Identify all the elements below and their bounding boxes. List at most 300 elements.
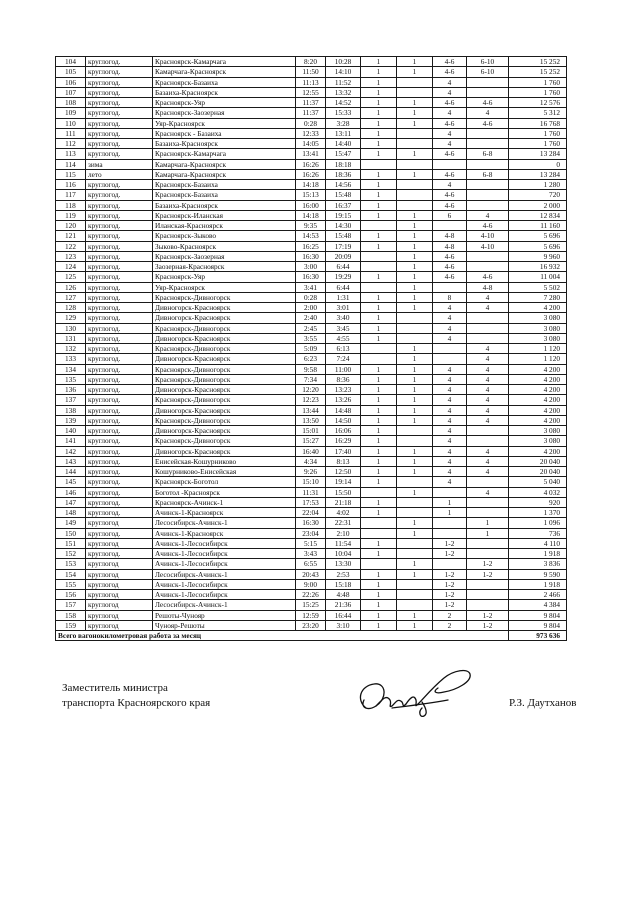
row-col-3: 4 [433,436,467,446]
row-col-2: 1 [397,374,433,384]
table-row [56,333,567,343]
row-route: Кошурниково-Енисейская [153,467,296,477]
row-wagon-km: 13 284 [509,149,567,159]
row-departure-time: 0:28 [296,292,326,302]
table-body [56,57,567,631]
row-route: Дивногорск-Красноярск [153,354,296,364]
row-route: Красноярск-Камарчага [153,57,296,67]
table-row [56,149,567,159]
row-number: 132 [56,344,86,354]
row-route: Красноярск-Дивногорск [153,344,296,354]
table-row [56,210,567,220]
row-arrival-time: 3:45 [326,323,361,333]
row-departure-time: 14:53 [296,231,326,241]
row-departure-time: 16:30 [296,518,326,528]
row-col-4 [467,477,509,487]
row-route: Лесосибирск-Ачинск-1 [153,569,296,579]
row-col-3: 4-6 [433,190,467,200]
table-row [56,231,567,241]
row-col-1: 1 [361,292,397,302]
row-route: Дивногорск-Красноярск [153,446,296,456]
row-route: Красноярск-Ачинск-1 [153,497,296,507]
row-col-1: 1 [361,436,397,446]
row-col-4: 1-2 [467,559,509,569]
row-wagon-km: 9 804 [509,610,567,620]
row-number: 152 [56,549,86,559]
row-col-1: 1 [361,323,397,333]
row-col-2 [397,590,433,600]
table-row [56,579,567,589]
row-period: круглогод. [86,139,153,149]
row-arrival-time: 16:44 [326,610,361,620]
row-col-3: 4 [433,467,467,477]
row-arrival-time: 6:13 [326,344,361,354]
row-wagon-km: 9 960 [509,251,567,261]
row-number: 133 [56,354,86,364]
row-departure-time: 15:27 [296,436,326,446]
row-arrival-time: 15:18 [326,579,361,589]
row-arrival-time: 8:36 [326,374,361,384]
row-departure-time: 16:40 [296,446,326,456]
row-period: круглогод. [86,456,153,466]
row-period: круглогод [86,579,153,589]
row-wagon-km: 16 768 [509,118,567,128]
row-period: круглогод [86,620,153,630]
table-row [56,251,567,261]
row-number: 107 [56,87,86,97]
row-period: круглогод. [86,221,153,231]
row-wagon-km: 9 804 [509,620,567,630]
row-route: Ачинск-1-Лесосибирск [153,590,296,600]
row-departure-time: 11:37 [296,108,326,118]
row-col-1: 1 [361,374,397,384]
row-wagon-km: 4 200 [509,405,567,415]
row-number: 134 [56,364,86,374]
row-departure-time: 16:30 [296,272,326,282]
row-departure-time: 9:35 [296,221,326,231]
row-col-4 [467,508,509,518]
row-number: 106 [56,77,86,87]
row-period: круглогод. [86,415,153,425]
row-col-1: 1 [361,210,397,220]
row-col-1: 1 [361,67,397,77]
row-period: круглогод. [86,313,153,323]
row-col-2: 1 [397,344,433,354]
row-arrival-time: 21:36 [326,600,361,610]
row-col-1: 1 [361,180,397,190]
row-col-2: 1 [397,405,433,415]
row-col-1: 1 [361,569,397,579]
row-col-1: 1 [361,364,397,374]
table-row [56,180,567,190]
row-route: Боготол -Красноярск [153,487,296,497]
row-number: 153 [56,559,86,569]
row-col-2: 1 [397,169,433,179]
row-period: круглогод. [86,262,153,272]
row-col-1: 1 [361,600,397,610]
row-wagon-km: 0 [509,159,567,169]
row-col-2 [397,180,433,190]
row-arrival-time: 20:09 [326,251,361,261]
row-col-3: 2 [433,610,467,620]
row-period: круглогод. [86,67,153,77]
row-col-4: 6-10 [467,57,509,67]
table-row [56,303,567,313]
row-number: 128 [56,303,86,313]
row-wagon-km: 3 836 [509,559,567,569]
row-route: Красноярск-Боготол [153,477,296,487]
row-col-4 [467,590,509,600]
row-route: Камарчага-Красноярск [153,67,296,77]
row-col-1: 1 [361,333,397,343]
row-col-3: 1-2 [433,569,467,579]
row-departure-time: 14:18 [296,210,326,220]
row-period: круглогод [86,559,153,569]
row-wagon-km: 2 466 [509,590,567,600]
row-period: круглогод [86,518,153,528]
row-col-3: 4-6 [433,169,467,179]
row-period: круглогод. [86,467,153,477]
row-period: круглогод. [86,405,153,415]
row-route: Красноярск-Дивногорск [153,436,296,446]
row-col-4: 6-8 [467,149,509,159]
row-number: 136 [56,385,86,395]
row-wagon-km: 4 200 [509,395,567,405]
row-period: круглогод [86,538,153,548]
row-col-2 [397,190,433,200]
row-route: Камарчага-Красноярск [153,169,296,179]
row-col-2 [397,600,433,610]
row-route: Дивногорск-Красноярск [153,426,296,436]
row-wagon-km: 1 096 [509,518,567,528]
row-wagon-km: 20 040 [509,456,567,466]
table-row [56,508,567,518]
row-departure-time: 11:13 [296,77,326,87]
row-period: круглогод. [86,385,153,395]
row-number: 120 [56,221,86,231]
row-col-2: 1 [397,57,433,67]
table-row [56,620,567,630]
row-wagon-km: 1 760 [509,128,567,138]
row-col-2: 1 [397,456,433,466]
row-arrival-time: 15:47 [326,149,361,159]
row-col-4: 4-6 [467,118,509,128]
row-number: 144 [56,467,86,477]
row-arrival-time: 4:02 [326,508,361,518]
row-route: Лесосибирск-Ачинск-1 [153,600,296,610]
row-col-3 [433,487,467,497]
row-col-4: 4-6 [467,98,509,108]
row-route: Красноярск-Иланская [153,210,296,220]
row-arrival-time: 11:00 [326,364,361,374]
row-col-3: 4 [433,395,467,405]
row-period: круглогод. [86,98,153,108]
row-wagon-km: 1 120 [509,344,567,354]
row-arrival-time: 3:28 [326,118,361,128]
table-row [56,518,567,528]
row-departure-time: 11:50 [296,67,326,77]
row-route: Красноярск-Дивногорск [153,415,296,425]
row-wagon-km: 1 760 [509,139,567,149]
row-col-3: 4-6 [433,57,467,67]
signer-name: Р.З. Даутханов [509,697,577,709]
row-departure-time: 9:00 [296,579,326,589]
row-arrival-time: 13:30 [326,559,361,569]
row-col-3: 4-6 [433,272,467,282]
row-col-4 [467,190,509,200]
row-wagon-km: 1 120 [509,354,567,364]
table-row [56,549,567,559]
row-number: 104 [56,57,86,67]
row-arrival-time: 16:37 [326,200,361,210]
row-period: круглогод [86,590,153,600]
row-col-2: 1 [397,149,433,159]
row-arrival-time: 14:48 [326,405,361,415]
row-departure-time: 3:55 [296,333,326,343]
row-number: 121 [56,231,86,241]
row-col-2: 1 [397,395,433,405]
table-row [56,415,567,425]
row-col-1: 1 [361,169,397,179]
row-departure-time: 13:44 [296,405,326,415]
table-row [56,374,567,384]
row-col-3: 4 [433,405,467,415]
row-number: 114 [56,159,86,169]
row-period: круглогод. [86,180,153,190]
row-number: 105 [56,67,86,77]
row-route: Красноярск - Базаиха [153,128,296,138]
row-col-3 [433,528,467,538]
row-arrival-time: 22:31 [326,518,361,528]
row-wagon-km: 4 110 [509,538,567,548]
row-number: 111 [56,128,86,138]
row-wagon-km: 1 918 [509,549,567,559]
row-col-3: 4 [433,139,467,149]
row-col-3: 4 [433,385,467,395]
row-col-3 [433,559,467,569]
row-col-3: 4 [433,87,467,97]
row-col-1 [361,159,397,169]
row-arrival-time: 13:26 [326,395,361,405]
row-departure-time: 3:41 [296,282,326,292]
row-wagon-km: 5 696 [509,241,567,251]
row-arrival-time: 19:15 [326,210,361,220]
row-period: круглогод. [86,241,153,251]
row-col-2: 1 [397,385,433,395]
row-col-3 [433,344,467,354]
row-route: Красноярск-Дивногорск [153,395,296,405]
row-col-2: 1 [397,354,433,364]
row-wagon-km: 1 760 [509,87,567,97]
row-col-3: 1 [433,508,467,518]
row-number: 117 [56,190,86,200]
row-col-4: 4 [467,303,509,313]
row-wagon-km: 5 502 [509,282,567,292]
row-period: лето [86,169,153,179]
row-col-1: 1 [361,231,397,241]
row-period: круглогод. [86,108,153,118]
row-departure-time: 16:30 [296,251,326,261]
row-col-1 [361,518,397,528]
table-row [56,262,567,272]
row-col-4: 4-6 [467,221,509,231]
table-row [56,241,567,251]
row-col-2: 1 [397,487,433,497]
row-col-4: 4-8 [467,282,509,292]
table-row [56,344,567,354]
total-value: 973 636 [509,631,567,641]
row-wagon-km: 3 080 [509,313,567,323]
row-number: 146 [56,487,86,497]
row-col-2: 1 [397,108,433,118]
row-col-2 [397,139,433,149]
row-col-4 [467,139,509,149]
row-col-3: 4 [433,374,467,384]
row-period: круглогод. [86,497,153,507]
row-arrival-time: 4:48 [326,590,361,600]
table-row [56,87,567,97]
row-wagon-km: 5 312 [509,108,567,118]
row-col-4: 4 [467,467,509,477]
row-departure-time: 7:34 [296,374,326,384]
row-arrival-time: 13:11 [326,128,361,138]
row-period: круглогод. [86,77,153,87]
row-arrival-time: 14:50 [326,415,361,425]
row-departure-time: 14:18 [296,180,326,190]
row-arrival-time: 14:10 [326,67,361,77]
row-route: Красноярск-Уяр [153,272,296,282]
row-col-1: 1 [361,118,397,128]
row-route: Красноярск-Зыково [153,231,296,241]
row-period: круглогод. [86,190,153,200]
row-arrival-time: 6:44 [326,282,361,292]
row-col-2: 1 [397,559,433,569]
row-col-3: 4 [433,364,467,374]
row-col-2: 1 [397,118,433,128]
row-wagon-km: 12 576 [509,98,567,108]
row-number: 131 [56,333,86,343]
row-col-2: 1 [397,231,433,241]
row-wagon-km: 4 200 [509,415,567,425]
table-row [56,528,567,538]
row-col-2: 1 [397,610,433,620]
table-row [56,57,567,67]
row-col-2: 1 [397,251,433,261]
row-col-4: 4 [467,446,509,456]
table-row [56,221,567,231]
table-row [56,98,567,108]
row-col-2: 1 [397,467,433,477]
row-arrival-time: 4:55 [326,333,361,343]
row-col-4 [467,549,509,559]
row-col-2: 1 [397,518,433,528]
row-col-3: 4 [433,180,467,190]
row-route: Иланская-Красноярск [153,221,296,231]
row-col-4 [467,262,509,272]
table-row [56,272,567,282]
row-number: 109 [56,108,86,118]
row-route: Уяр-Красноярск [153,282,296,292]
row-wagon-km: 11 004 [509,272,567,282]
row-col-2: 1 [397,528,433,538]
row-col-2 [397,323,433,333]
row-col-3: 1-2 [433,600,467,610]
row-wagon-km: 9 590 [509,569,567,579]
row-col-2: 1 [397,98,433,108]
row-col-1: 1 [361,426,397,436]
table-row [56,282,567,292]
row-period: круглогод. [86,354,153,364]
total-label: Всего вагонокилометровая работа за месяц [56,631,509,641]
row-period: круглогод. [86,549,153,559]
row-col-2 [397,436,433,446]
row-period: круглогод. [86,344,153,354]
row-number: 156 [56,590,86,600]
table-row [56,436,567,446]
row-number: 138 [56,405,86,415]
row-col-3: 1-2 [433,549,467,559]
row-col-2 [397,579,433,589]
row-col-2: 1 [397,303,433,313]
table-row [56,446,567,456]
row-period: круглогод. [86,395,153,405]
row-departure-time: 15:01 [296,426,326,436]
row-col-1 [361,487,397,497]
row-col-2 [397,159,433,169]
row-col-2: 1 [397,569,433,579]
row-col-3: 4 [433,477,467,487]
row-route: Красноярск-Базаиха [153,180,296,190]
row-col-1: 1 [361,77,397,87]
row-col-4: 4 [467,344,509,354]
row-number: 137 [56,395,86,405]
row-number: 125 [56,272,86,282]
row-wagon-km: 5 040 [509,477,567,487]
row-col-3 [433,354,467,364]
row-col-1: 1 [361,610,397,620]
row-col-3: 4 [433,77,467,87]
row-col-2 [397,77,433,87]
row-departure-time: 12:23 [296,395,326,405]
row-col-4: 4 [467,385,509,395]
row-arrival-time: 21:18 [326,497,361,507]
row-route: Чунояр-Решоты [153,620,296,630]
row-number: 159 [56,620,86,630]
row-col-4: 4-10 [467,241,509,251]
row-col-4: 4 [467,405,509,415]
row-period: круглогод. [86,149,153,159]
row-wagon-km: 736 [509,528,567,538]
row-col-1: 1 [361,590,397,600]
row-col-4: 1-2 [467,620,509,630]
row-col-4: 1 [467,528,509,538]
row-col-3: 1 [433,497,467,507]
row-departure-time: 13:50 [296,415,326,425]
row-col-4 [467,323,509,333]
row-arrival-time: 12:50 [326,467,361,477]
row-col-4: 1-2 [467,569,509,579]
row-col-4 [467,538,509,548]
row-col-2: 1 [397,210,433,220]
row-arrival-time: 14:52 [326,98,361,108]
row-wagon-km: 3 080 [509,426,567,436]
row-route: Красноярск-Базаиха [153,77,296,87]
row-route: Дивногорск-Красноярск [153,333,296,343]
row-wagon-km: 1 280 [509,180,567,190]
row-period: круглогод. [86,128,153,138]
row-departure-time: 15:10 [296,477,326,487]
row-departure-time: 6:55 [296,559,326,569]
